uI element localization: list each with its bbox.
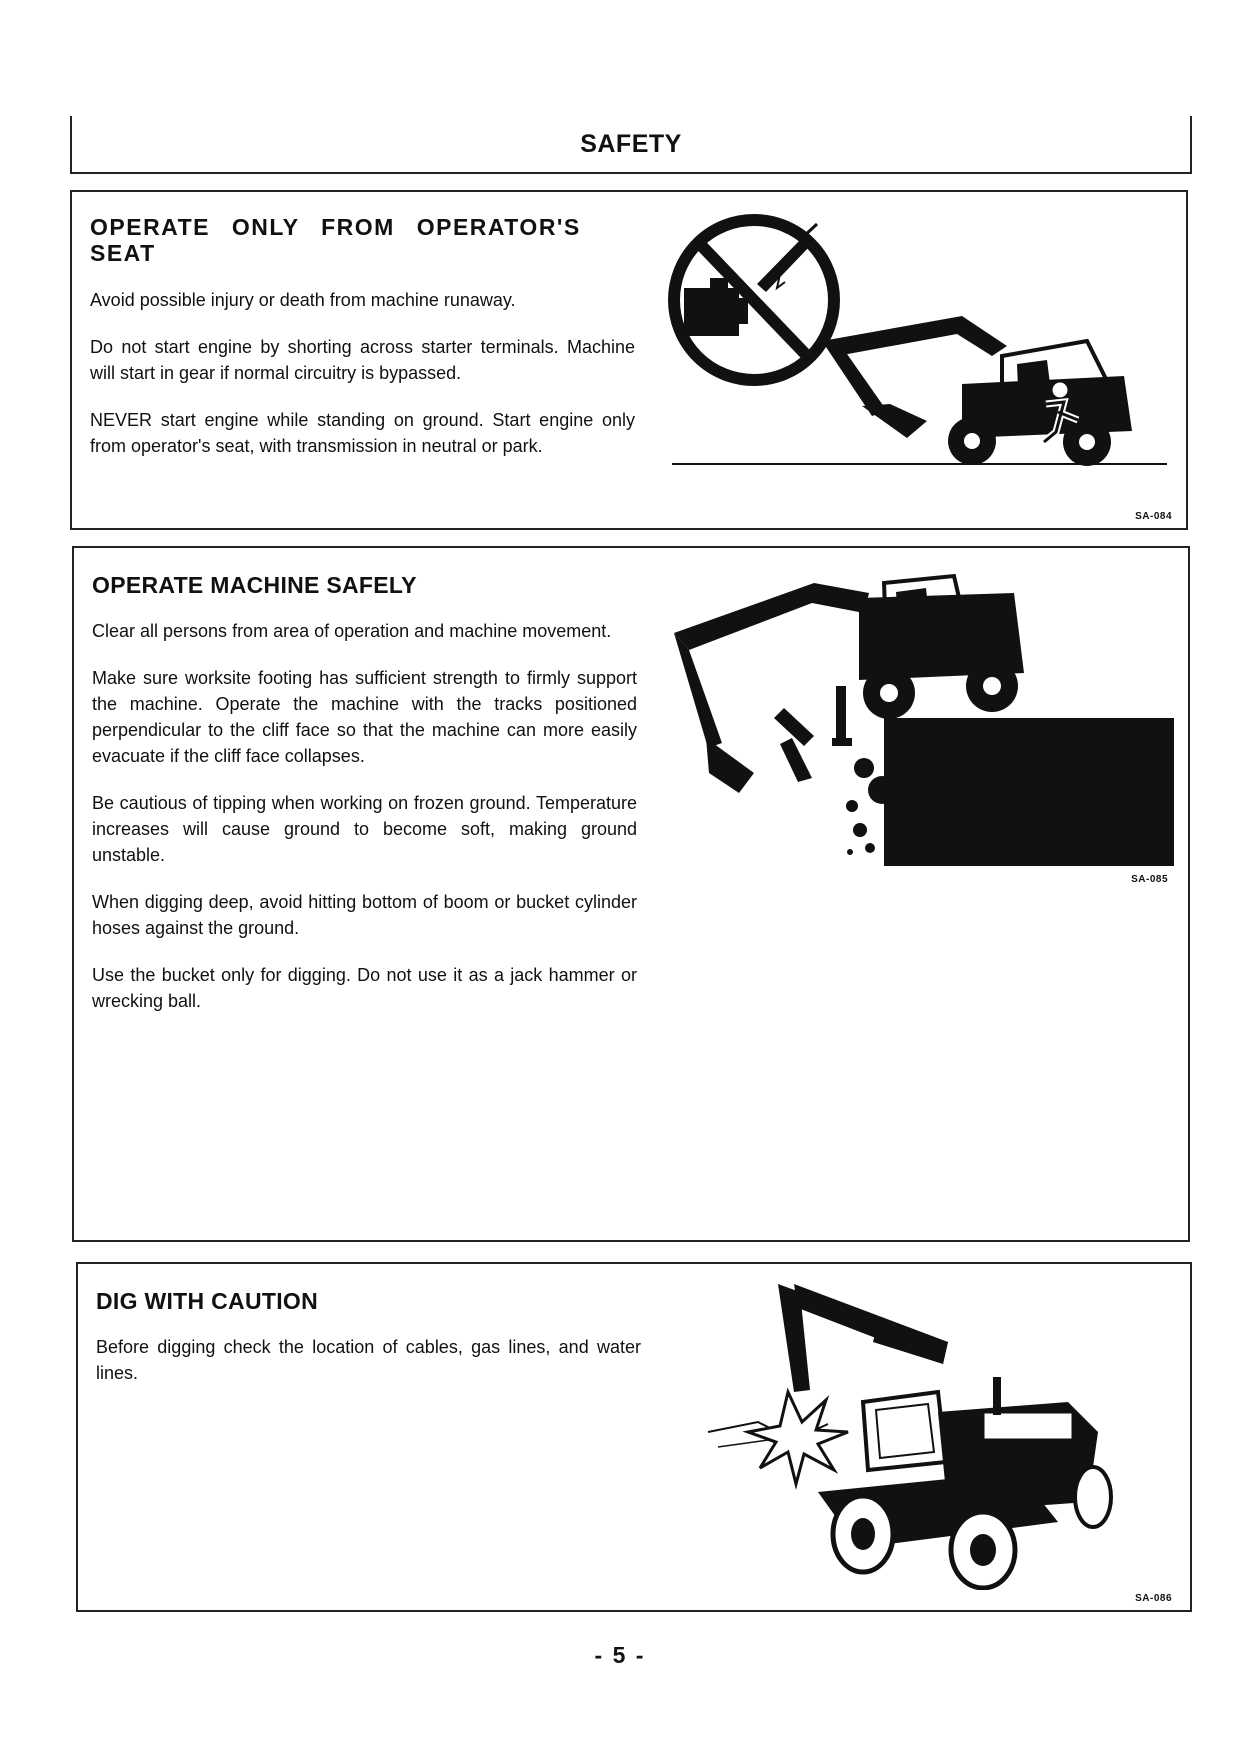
section-paragraph: Do not start engine by shorting across starter terminals. Machine will start in gear if normal circuitry is bypassed. bbox=[90, 336, 635, 383]
spark-icon bbox=[748, 1392, 848, 1484]
section-paragraph: When digging deep, avoid hitting bottom of boom or bucket cylinder hoses against the ground. bbox=[92, 892, 637, 939]
section-paragraph: Be cautious of tipping when working on frozen ground. Temperature increases will cause ground to become soft, making ground unstable. bbox=[92, 793, 637, 866]
page-title: SAFETY bbox=[580, 130, 682, 158]
figure-code: SA-084 bbox=[1135, 511, 1172, 522]
wheel-excavator-runaway-illustration bbox=[662, 206, 1174, 506]
page-number: - 5 - bbox=[594, 1642, 646, 1668]
figure-code: SA-086 bbox=[1135, 1593, 1172, 1604]
section-paragraph: Avoid possible injury or death from machine runaway. bbox=[90, 289, 516, 310]
section-title: OPERATE MACHINE SAFELY bbox=[92, 572, 417, 598]
section-text bbox=[96, 1288, 641, 1407]
section-paragraph: Make sure worksite footing has sufficient strength to firmly support the machine. Operate the machine with the tracks positioned perpendicular to the cliff face so that the machine can more easily evacuate if the cliff face collapses. bbox=[92, 668, 637, 767]
page-header bbox=[70, 116, 1192, 174]
figure-code: SA-085 bbox=[1131, 874, 1168, 885]
section-operate-from-seat bbox=[70, 190, 1188, 530]
section-dig-with-caution bbox=[76, 1262, 1192, 1612]
section-text bbox=[92, 572, 637, 1035]
section-text bbox=[90, 214, 635, 480]
section-paragraph: Before digging check the location of cables, gas lines, and water lines. bbox=[96, 1337, 641, 1384]
excavator-digging-utility-lines-illustration bbox=[698, 1272, 1168, 1590]
section-paragraph: Clear all persons from area of operation and machine movement. bbox=[92, 621, 612, 642]
excavator-cliff-edge-illustration bbox=[664, 568, 1176, 898]
section-paragraph: NEVER start engine while standing on ground. Start engine only from operator's seat, with transmission in neutral or park. bbox=[90, 409, 635, 456]
section-title: OPERATE ONLY FROM OPERATOR'S SEAT bbox=[90, 214, 581, 267]
section-paragraph: Use the bucket only for digging. Do not use it as a jack hammer or wrecking ball. bbox=[92, 965, 637, 1012]
section-title: DIG WITH CAUTION bbox=[96, 1288, 318, 1314]
section-operate-safely bbox=[72, 546, 1190, 1242]
no-shorting-starter-icon bbox=[674, 220, 834, 380]
